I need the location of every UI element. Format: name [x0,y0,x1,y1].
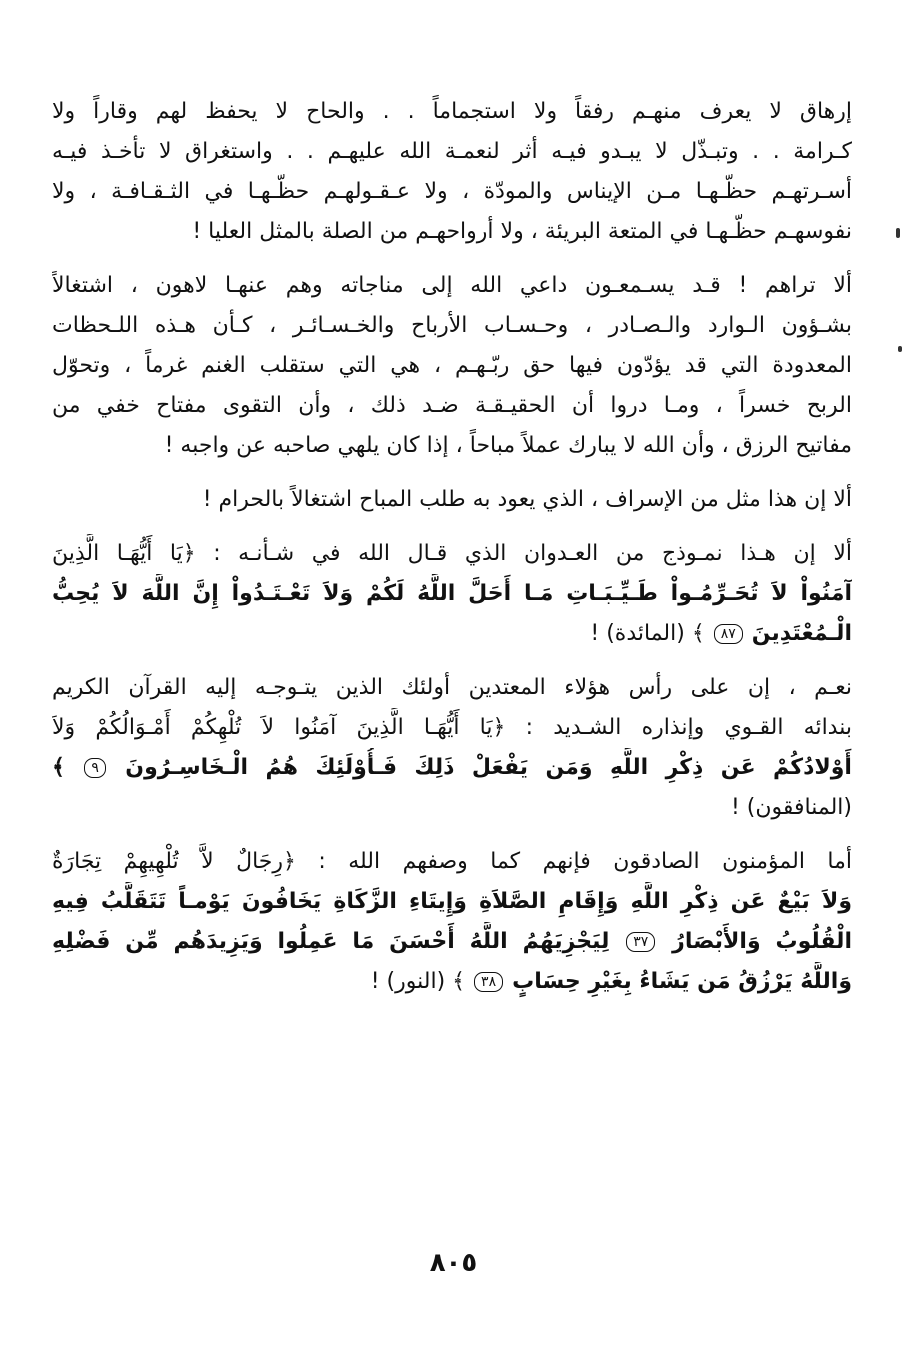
quran-text: أَوْلادُكُمْ عَن ذِكْرِ اللَّهِ وَمَن يَفْعَلْ ذَلِكَ فَـأُوْلَئِكَ هُمُ الْـخَاسِـرُونَ [125,755,852,780]
margin-mark [898,346,902,352]
surah-reference: ﴾ (المائدة) ! [590,621,705,646]
page-number: ٨٠٥ [429,1248,478,1278]
paragraph-5 [52,668,852,828]
margin-mark [896,228,900,238]
ayah-number: ٩ [84,758,106,778]
text-line: أما المؤمنون الصادقون فإنهم كما وصفهم الله : ﴿رِجَالٌ لاَّ تُلْهِيهِمْ تِجَارَةٌ [52,849,852,874]
text-line: أسـرتهـم حظّـهـا مـن الإيناس والمودّة ، ولا عـقـولهـم حظّـهـا في الثـقـافـة ، ولا [52,179,852,204]
quran-line [52,922,852,962]
text-line: ألا إن هذا مثل من الإسراف ، الذي يعود به طلب المباح اشتغالاً بالحرام ! [202,487,852,512]
text-line: إرهاق لا يعرف منهـم رفقاً ولا استجماماً . . والحاح لا يحفظ لهم وقاراً ولا [52,99,852,124]
quran-line [52,748,852,788]
ayah-number: ٣٨ [474,972,503,992]
quran-line: وَلاَ بَيْعٌ عَن ذِكْرِ اللَّهِ وَإِقَامِ الصَّلاَةِ وَإِيتَاءِ الزَّكَاةِ يَخَافُونَ يَوْمـاً تَتَقَلَّبُ فِيهِ [52,889,852,914]
text-line: كـرامة . . وتبـذّل لا يبـدو فيـه أثر لنعمـة الله عليهـم . . واستغراق لا تأخـذ فيـه [52,139,852,164]
paragraph-4 [52,534,852,654]
quran-line: آمَنُواْ لاَ تُحَـرِّمُـواْ طَـيِّـبَـاتِ مَـا أَحَلَّ اللَّهُ لَكُمْ وَلاَ تَعْـتَـدُواْ إِنَّ اللَّهَ لاَ يُحِبُّ [52,581,852,606]
text-line [52,614,852,654]
text-line: نفوسهـم حظّـهـا في المتعة البريئة ، ولا أرواحهـم من الصلة بالمثل العليا ! [192,219,852,244]
surah-reference: ﴾ (النور) ! [370,969,466,994]
text-line: نعـم ، إن على رأس هؤلاء المعتدين أولئك الذين يتـوجـه إليه القرآن الكريم [52,675,852,700]
quran-close-bracket: ﴾ [52,755,65,780]
text-line: المعدودة التي قد يؤدّون فيها حق ربّـهـم ، هي التي ستقلب الغنم غرماً ، وتحوّل [52,353,852,378]
text-line: بندائه القـوي وإنذاره الشـديد : ﴿يَا أَيُّهَـا الَّذِينَ آمَنُوا لاَ تُلْهِكُمْ أَمْـوَالُكُمْ وَلاَ [52,715,852,740]
quran-text: وَاللَّهُ يَرْزُقُ مَن يَشَاءُ بِغَيْرِ حِسَابٍ [512,969,852,994]
quran-text: لِيَجْزِيَهُمُ اللَّهُ أَحْسَنَ مَا عَمِلُوا وَيَزِيدَهُم مِّن فَضْلِهِ [52,929,610,954]
text-line: الربح خسراً ، ومـا دروا أن الحقيـقـة ضـد ذلك ، وأن التقوى مفتاح خفي من [52,393,852,418]
text-line [52,962,852,1002]
text-line: ألا إن هـذا نمـوذج من العـدوان الذي قـال الله في شـأنـه : ﴿يَا أَيُّهَـا الَّذِينَ [52,541,852,566]
quran-text: الْـمُعْتَدِينَ [751,621,852,646]
page-body [52,92,852,1016]
text-line: ألا تراهم ! قـد يسـمعـون داعي الله إلى مناجاته وهم عنهـا لاهون ، اشتغالاً [52,273,852,298]
paragraph-6 [52,842,852,1002]
surah-reference: (المنافقون) ! [730,795,852,820]
text-line: بشـؤون الـوارد والـصـادر ، وحـسـاب الأرباح والخـسـائـر ، كـأن هـذه اللـحظات [52,313,852,338]
quran-text: الْقُلُوبُ وَالأَبْصَارُ [672,929,852,954]
ayah-number: ٣٧ [626,932,655,952]
paragraph-1 [52,92,852,252]
text-line: مفاتيح الرزق ، وأن الله لا يبارك عملاً مباحاً ، إذا كان يلهي صاحبه عن واجبه ! [164,433,852,458]
ayah-number: ٨٧ [714,624,743,644]
paragraph-3 [52,480,852,520]
paragraph-2 [52,266,852,466]
